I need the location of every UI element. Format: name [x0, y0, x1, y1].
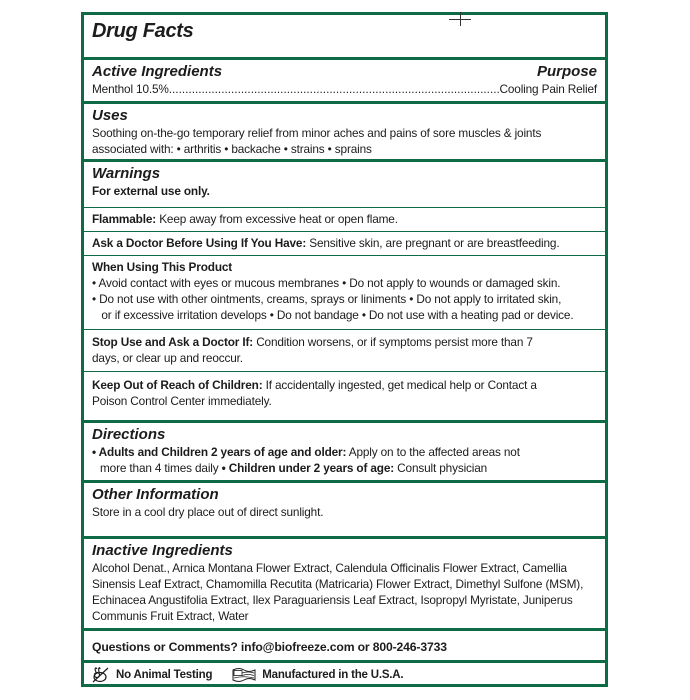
keep-out-section — [84, 371, 605, 420]
inactive-ingredients-heading: Inactive Ingredients — [92, 542, 233, 559]
when-using-line-1: • Avoid contact with eyes or mucous membranes • Do not apply to wounds or damaged skin. — [92, 276, 561, 290]
warnings-heading: Warnings — [92, 165, 161, 182]
when-using-line-3: or if excessive irritation develops • Do not bandage • Do not use with a heating pad or device. — [92, 308, 574, 322]
uses-heading: Uses — [92, 107, 128, 124]
questions-section — [84, 628, 605, 660]
ask-doctor-label: Ask a Doctor Before Using If You Have: — [92, 236, 307, 250]
crop-mark-icon — [449, 12, 471, 26]
keep-out-label: Keep Out of Reach of Children: — [92, 378, 263, 392]
made-in-usa-label: Manufactured in the U.S.A. — [262, 669, 404, 681]
other-info-heading: Other Information — [92, 486, 219, 503]
purpose-heading: Purpose — [536, 63, 597, 80]
active-ingredients-section — [84, 57, 605, 101]
stop-use-label: Stop Use and Ask a Doctor If: — [92, 335, 254, 349]
stop-use-text-1: Condition worsens, or if symptoms persist more than 7 — [253, 335, 533, 349]
inactive-ingredients-section — [84, 536, 605, 628]
directions-line-2: more than 4 times daily — [100, 461, 219, 475]
inactive-line-4: Communis Fruit Extract, Water — [92, 609, 249, 623]
active-ingredient: Menthol 10.5% — [92, 82, 169, 96]
ask-doctor-text: Sensitive skin, are pregnant or are breastfeeding. — [306, 236, 560, 250]
children-under-text: Consult physician — [394, 461, 488, 475]
flammable-section — [84, 207, 605, 231]
keep-out-text-1: If accidentally ingested, get medical help or Contact a — [262, 378, 537, 392]
questions-text: Questions or Comments? info@biofreeze.com or 800-246-3733 — [92, 640, 447, 654]
when-using-line-2: • Do not use with other ointments, creams, sprays or liniments • Do not apply to irritated skin, — [92, 292, 562, 306]
inactive-line-1: Alcohol Denat., Arnica Montana Flower Extract, Calendula Officinalis Flower Extract, Camellia — [92, 561, 567, 575]
us-flag-icon — [232, 667, 256, 683]
flammable-text: Keep away from excessive heat or open flame. — [156, 212, 398, 226]
adults-text: Apply on to the affected areas not — [346, 445, 520, 459]
drug-facts-header — [84, 15, 605, 57]
other-info-text: Store in a cool dry place out of direct sunlight. — [92, 505, 324, 519]
uses-section — [84, 101, 605, 159]
other-info-section — [84, 480, 605, 536]
inactive-line-2: Sinensis Leaf Extract, Chamomilla Recutita (Matricaria) Flower Extract, Dimethyl Sulfone (MSM), — [92, 577, 584, 591]
page-title: Drug Facts — [92, 20, 194, 42]
directions-heading: Directions — [92, 426, 166, 443]
children-under-label: • Children under 2 years of age: — [218, 461, 395, 475]
dot-leader — [169, 81, 500, 97]
external-use-text: For external use only. — [92, 184, 210, 198]
directions-section — [84, 420, 605, 480]
ask-doctor-section — [84, 231, 605, 255]
warnings-section — [84, 159, 605, 207]
drug-facts-panel — [81, 12, 608, 687]
footer-section — [84, 660, 605, 684]
keep-out-text-2: Poison Control Center immediately. — [92, 394, 272, 408]
stop-use-text-2: days, or clear up and reoccur. — [92, 351, 243, 365]
stop-use-section — [84, 329, 605, 371]
inactive-line-3: Echinacea Angustifolia Extract, Ilex Paraguariensis Leaf Extract, Isopropyl Myristate, Juniperus — [92, 593, 573, 607]
adults-label: • Adults and Children 2 years of age and older: — [92, 445, 347, 459]
uses-line-2: associated with: • arthritis • backache • strains • sprains — [92, 142, 372, 156]
when-using-section — [84, 255, 605, 329]
when-using-heading: When Using This Product — [92, 260, 233, 274]
uses-line-1: Soothing on-the-go temporary relief from minor aches and pains of sore muscles & joints — [92, 126, 542, 140]
no-animal-testing-label: No Animal Testing — [116, 669, 213, 681]
active-purpose: Cooling Pain Relief — [499, 82, 597, 96]
bunny-icon — [92, 667, 110, 683]
active-ingredients-heading: Active Ingredients — [92, 63, 223, 80]
flammable-label: Flammable: — [92, 212, 157, 226]
